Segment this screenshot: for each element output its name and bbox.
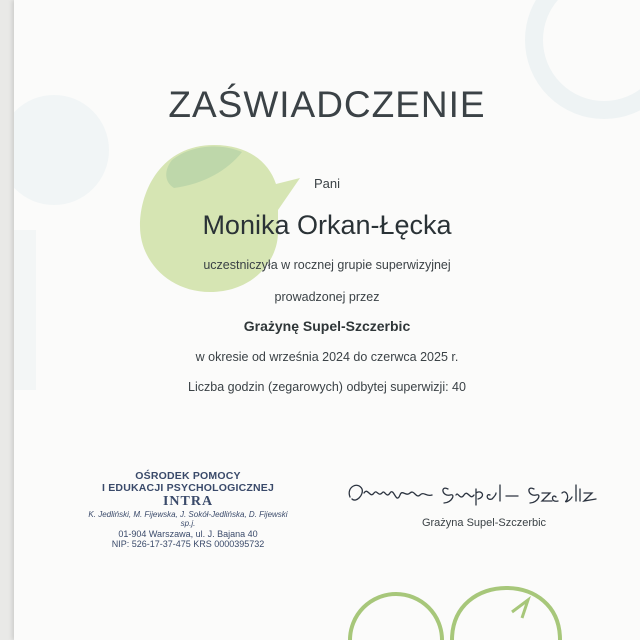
stamp-line-2: I EDUKACJI PSYCHOLOGICZNEJ [101, 482, 275, 495]
stamp-line-1: OŚRODEK POMOCY [135, 470, 241, 482]
signatory-name: Grażyna Supel-Szczerbic [421, 517, 547, 529]
bottom-bubble-left [350, 594, 442, 640]
stamp-line-3: INTRA [162, 494, 214, 510]
participation-line: uczestniczyła w rocznej grupie superwizyjnej [203, 258, 451, 272]
certificate-title: ZAŚWIADCZENIE [168, 84, 486, 125]
conducted-by-line: prowadzonej przez [274, 290, 380, 304]
signature-block [344, 475, 614, 529]
supervisor-name: Grażynę Supel-Szczerbic [243, 318, 411, 334]
certificate-sheet [14, 0, 640, 640]
period-line: w okresie od września 2024 do czerwca 2025 r. [195, 350, 459, 364]
hours-line: Liczba godzin (zegarowych) odbytej superwizji: 40 [188, 380, 466, 394]
ghost-bar-left [14, 230, 36, 390]
handwritten-signature [344, 475, 614, 513]
bottom-bubble-tail [512, 600, 528, 618]
bottom-bubble-right [452, 588, 560, 640]
stamp-line-4: K. Jedliński, M. Fijewska, J. Sokół-Jedlińska, D. Fijewski sp.j. [88, 510, 288, 529]
recipient-name: Monika Orkan-Łęcka [202, 210, 452, 240]
salutation: Pani [313, 176, 341, 191]
stamp-line-6: NIP: 526-17-37-475 KRS 0000395732 [111, 538, 265, 549]
organization-stamp [88, 470, 288, 549]
stamp-line-5: 01-904 Warszawa, ul. J. Bajana 40 [118, 528, 258, 539]
